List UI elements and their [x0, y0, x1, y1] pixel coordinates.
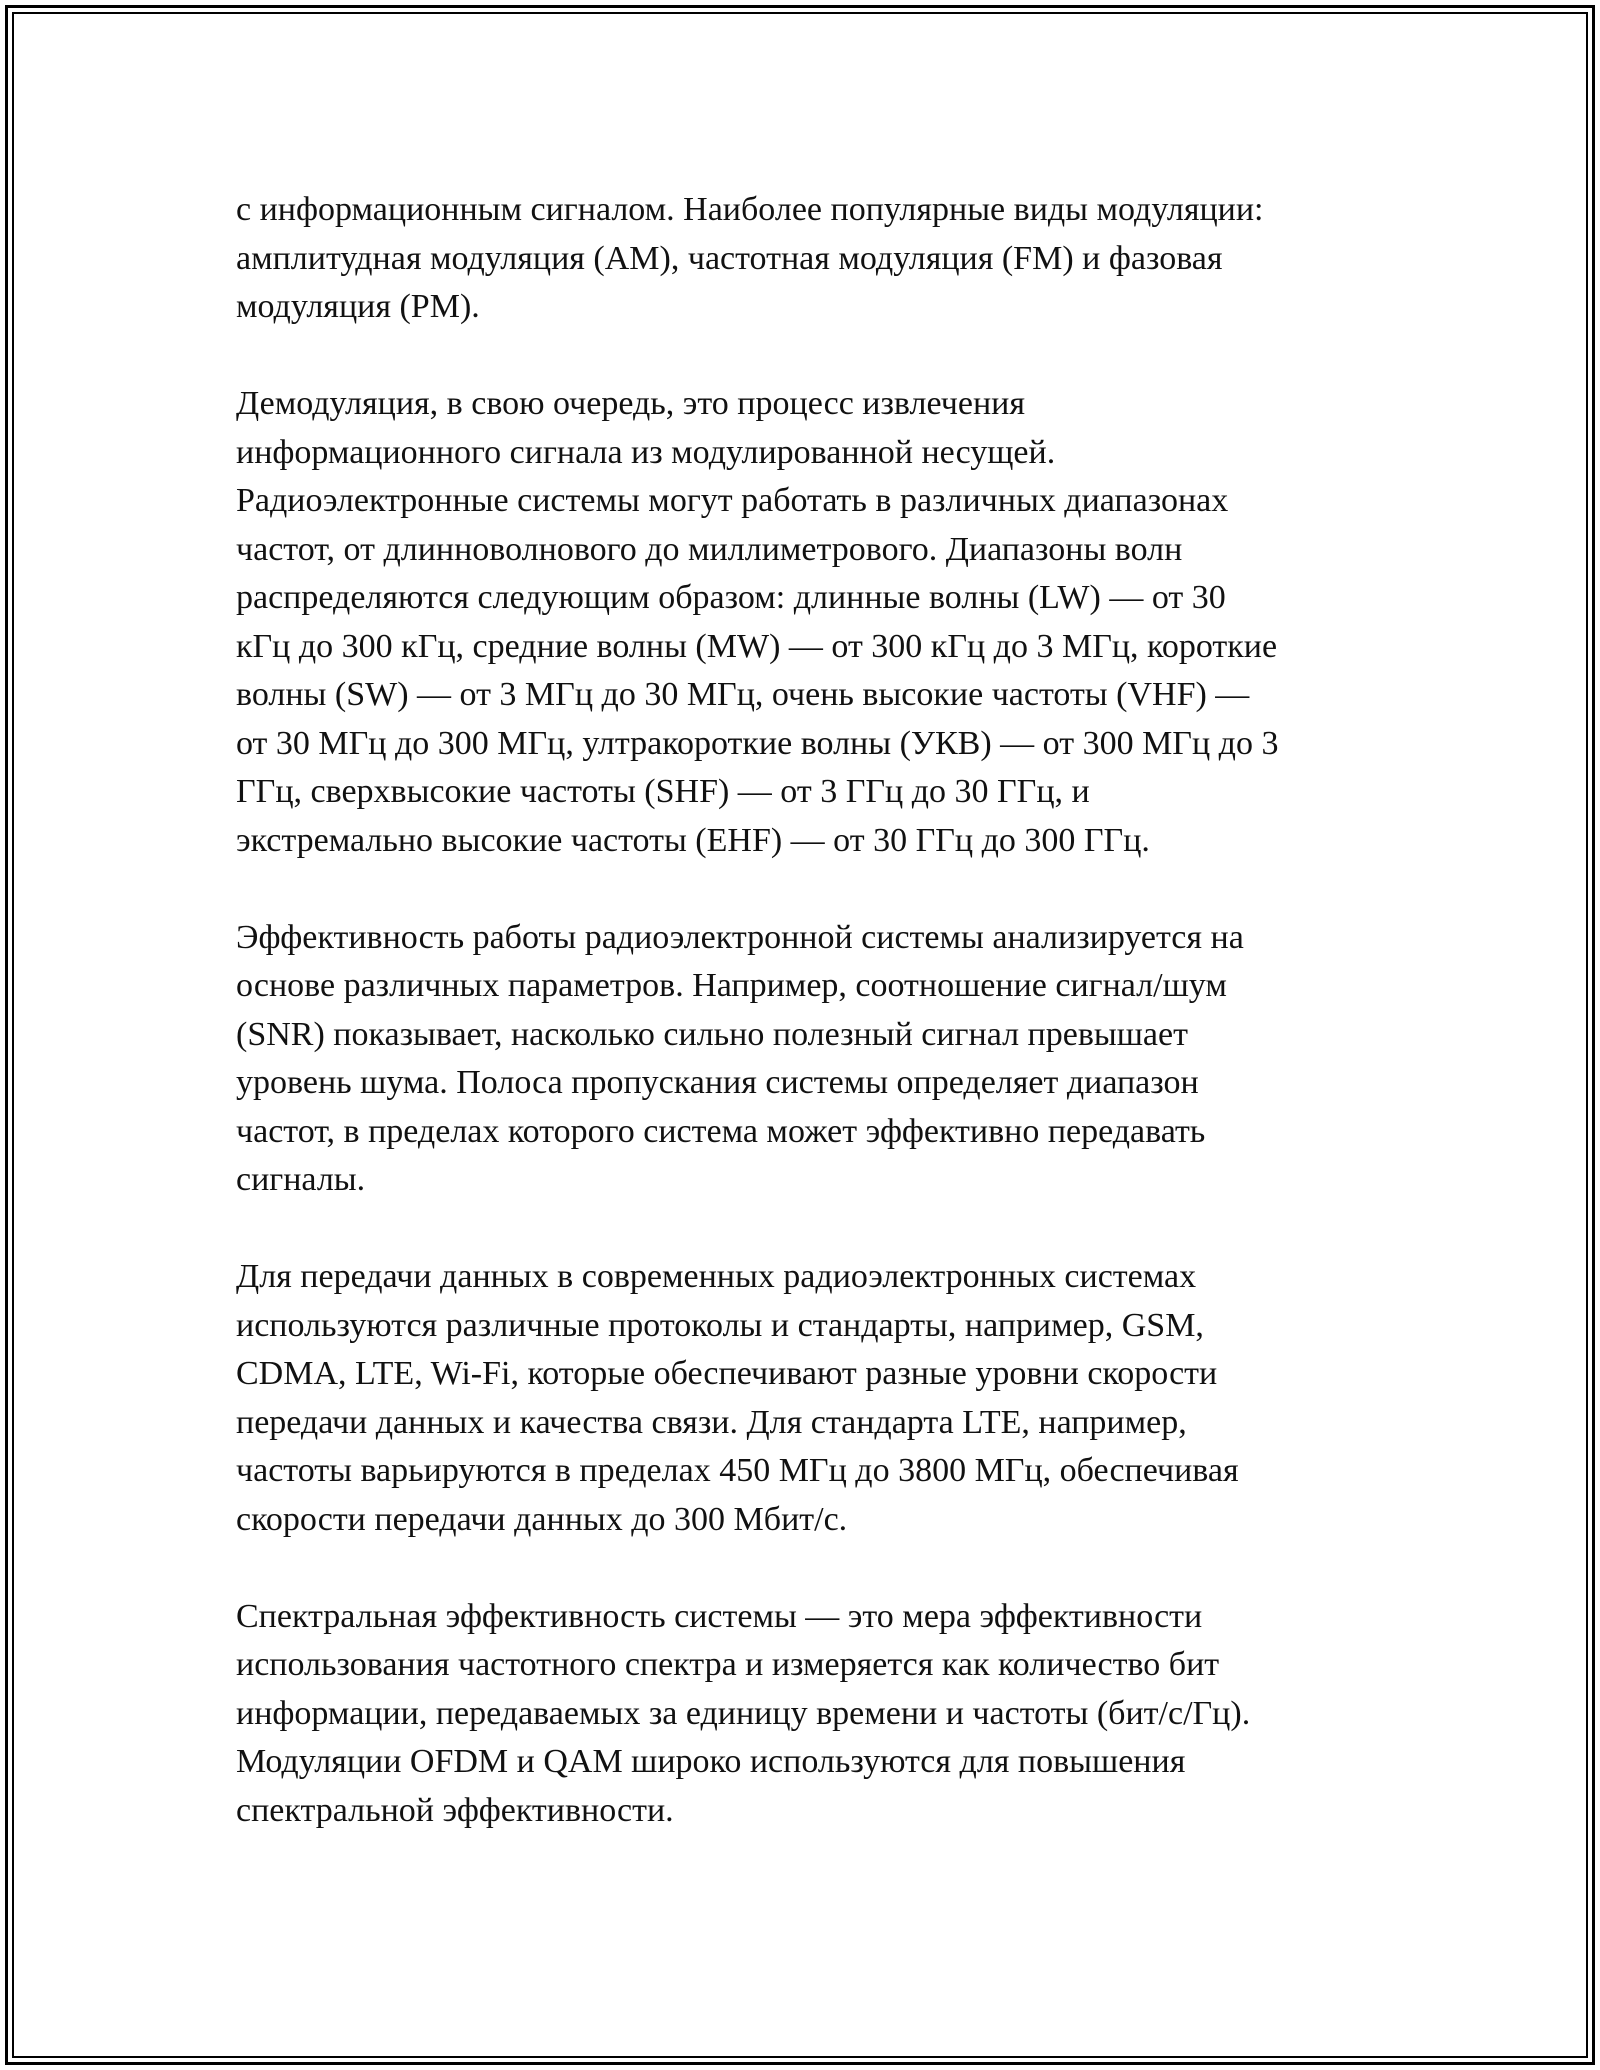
paragraph-efficiency-parameters: Эффективность работы радиоэлектронной системы анализируется на основе различных параметров. Например, соотношение сигнал/шум (SNR) показывает, насколько сильно полезный сигнал превышает уровень шума. Полоса пропускания системы определяет диапазон частот, в пределах которого система может эффективно передавать сигналы.: [236, 918, 1244, 1198]
paragraph-demodulation-bands: Демодуляция, в свою очередь, это процесс извлечения информационного сигнала из модулированной несущей. Радиоэлектронные системы могут работать в различных диапазонах частот, от длинноволнового до миллиметрового. Диапазоны волн распределяются следующим образом: длинные волны (LW) — от 30 кГц до 300 кГц, средние волны (MW) — от 300 кГц до 3 МГц, короткие волны (SW) — от 3 МГц до 30 МГц, очень высокие частоты (VHF) — от 30 МГц до 300 МГц, ултракороткие волны (УКВ) — от 300 МГц до 3 ГГц, сверхвысокие частоты (SHF) — от 3 ГГц до 30 ГГц, и экстремально высокие частоты (EHF) — от 30 ГГц до 300 ГГц.: [236, 385, 1279, 859]
paragraph-protocols-standards: Для передачи данных в современных радиоэлектронных системах используются различные протоколы и стандарты, например, GSM, CDMA, LTE, Wi-Fi, которые обеспечивают разные уровни скорости передачи данных и качества связи. Для стандарта LTE, например, частоты варьируются в пределах 450 МГц до 3800 МГц, обеспечивая скорости передачи данных до 300 Мбит/с.: [236, 1258, 1239, 1538]
paragraph-modulation-types: с информационным сигналом. Наиболее популярные виды модуляции: амплитудная модуляция (AM), частотная модуляция (FM) и фазовая модуляция (PM).: [236, 191, 1264, 325]
document-body: [236, 186, 1386, 1884]
paragraph-spectral-efficiency: Спектральная эффективность системы — это мера эффективности использования частотного спектра и измеряется как количество бит информации, передаваемых за единицу времени и частоты (бит/с/Гц). Модуляции OFDM и QAM широко используются для повышения спектральной эффективности.: [236, 1597, 1251, 1829]
